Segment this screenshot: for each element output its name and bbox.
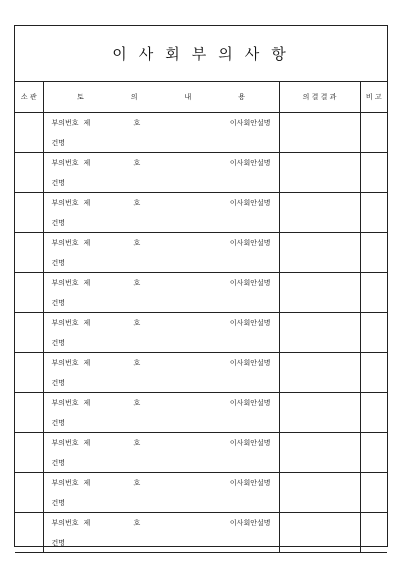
table-row [15, 193, 387, 233]
proposer-label: 이사회안설명 [229, 519, 271, 527]
header-result: 의 결 결 과 [279, 82, 360, 113]
table-row [15, 513, 387, 553]
agenda-number-suffix: 호 [133, 119, 141, 127]
subject-label: 건명 [51, 219, 66, 227]
agenda-number-suffix: 호 [133, 439, 141, 447]
topic-cell[interactable] [43, 353, 279, 393]
topic-cell[interactable] [43, 393, 279, 433]
subject-label: 건명 [51, 419, 66, 427]
result-cell[interactable] [279, 513, 360, 553]
agenda-number-suffix: 호 [133, 479, 141, 487]
jurisdiction-cell[interactable] [15, 113, 43, 153]
agenda-number-label: 부의번호 [51, 119, 79, 127]
remarks-cell[interactable] [360, 313, 387, 353]
agenda-number-suffix: 호 [133, 239, 141, 247]
header-topic-char: 내 [184, 93, 192, 101]
topic-cell[interactable] [43, 113, 279, 153]
agenda-number-label: 부의번호 [51, 399, 79, 407]
proposer-label: 이사회안설명 [229, 439, 271, 447]
jurisdiction-cell[interactable] [15, 433, 43, 473]
jurisdiction-cell[interactable] [15, 473, 43, 513]
proposer-label: 이사회안설명 [229, 479, 271, 487]
result-cell[interactable] [279, 233, 360, 273]
table-row [15, 233, 387, 273]
result-cell[interactable] [279, 113, 360, 153]
agenda-number-prefix: 제 [83, 359, 91, 367]
header-topic [43, 82, 279, 113]
table-row [15, 153, 387, 193]
topic-cell[interactable] [43, 153, 279, 193]
title-char: 이 [112, 45, 131, 63]
jurisdiction-cell[interactable] [15, 193, 43, 233]
jurisdiction-cell[interactable] [15, 233, 43, 273]
remarks-cell[interactable] [360, 113, 387, 153]
agenda-number-prefix: 제 [83, 519, 91, 527]
agenda-sheet [14, 25, 388, 547]
title-char: 부 [191, 45, 211, 63]
remarks-cell[interactable] [360, 153, 387, 193]
title-char: 회 [165, 45, 184, 63]
subject-label: 건명 [51, 499, 66, 507]
jurisdiction-cell[interactable] [15, 353, 43, 393]
header-remarks: 비 고 [360, 82, 387, 113]
proposer-label: 이사회안설명 [229, 159, 271, 167]
proposer-label: 이사회안설명 [229, 359, 271, 367]
table-row [15, 353, 387, 393]
jurisdiction-cell[interactable] [15, 273, 43, 313]
table-row [15, 313, 387, 353]
result-cell[interactable] [279, 353, 360, 393]
topic-cell[interactable] [43, 193, 279, 233]
agenda-number-suffix: 호 [133, 359, 141, 367]
remarks-cell[interactable] [360, 473, 387, 513]
proposer-label: 이사회안설명 [229, 199, 271, 207]
subject-label: 건명 [51, 299, 66, 307]
result-cell[interactable] [279, 153, 360, 193]
title-char: 의 [218, 45, 237, 63]
table-row [15, 433, 387, 473]
result-cell[interactable] [279, 273, 360, 313]
subject-label: 건명 [51, 179, 66, 187]
agenda-table [15, 82, 387, 553]
remarks-cell[interactable] [360, 353, 387, 393]
result-cell[interactable] [279, 433, 360, 473]
jurisdiction-cell[interactable] [15, 313, 43, 353]
agenda-number-suffix: 호 [133, 519, 141, 527]
agenda-number-prefix: 제 [83, 159, 91, 167]
agenda-number-label: 부의번호 [51, 519, 79, 527]
agenda-number-prefix: 제 [83, 439, 91, 447]
table-row [15, 113, 387, 153]
result-cell[interactable] [279, 393, 360, 433]
agenda-number-label: 부의번호 [51, 439, 79, 447]
subject-label: 건명 [51, 339, 66, 347]
agenda-number-prefix: 제 [83, 479, 91, 487]
result-cell[interactable] [279, 473, 360, 513]
agenda-number-prefix: 제 [83, 239, 91, 247]
topic-cell[interactable] [43, 513, 279, 553]
remarks-cell[interactable] [360, 273, 387, 313]
subject-label: 건명 [51, 259, 66, 267]
subject-label: 건명 [51, 539, 66, 547]
document-title [15, 26, 387, 82]
header-topic-char: 용 [238, 93, 245, 101]
agenda-number-label: 부의번호 [51, 319, 79, 327]
agenda-number-prefix: 제 [83, 279, 91, 287]
table-row [15, 473, 387, 513]
proposer-label: 이사회안설명 [229, 239, 271, 247]
subject-label: 건명 [51, 139, 66, 147]
agenda-number-label: 부의번호 [51, 199, 79, 207]
table-row [15, 393, 387, 433]
header-jurisdiction: 소 관 [15, 82, 43, 113]
proposer-label: 이사회안설명 [229, 319, 271, 327]
agenda-number-prefix: 제 [83, 319, 91, 327]
subject-label: 건명 [51, 459, 66, 467]
jurisdiction-cell[interactable] [15, 153, 43, 193]
result-cell[interactable] [279, 313, 360, 353]
agenda-number-label: 부의번호 [51, 359, 79, 367]
title-char: 항 [271, 45, 290, 63]
topic-cell[interactable] [43, 473, 279, 513]
agenda-number-label: 부의번호 [51, 279, 79, 287]
remarks-cell[interactable] [360, 513, 387, 553]
proposer-label: 이사회안설명 [229, 279, 271, 287]
header-row [15, 82, 387, 113]
agenda-number-prefix: 제 [83, 399, 91, 407]
remarks-cell[interactable] [360, 233, 387, 273]
remarks-cell[interactable] [360, 393, 387, 433]
topic-cell[interactable] [43, 273, 279, 313]
proposer-label: 이사회안설명 [229, 119, 271, 127]
jurisdiction-cell[interactable] [15, 513, 43, 553]
topic-cell[interactable] [43, 233, 279, 273]
remarks-cell[interactable] [360, 193, 387, 233]
topic-cell[interactable] [43, 433, 279, 473]
agenda-number-suffix: 호 [133, 279, 141, 287]
agenda-number-label: 부의번호 [51, 239, 79, 247]
title-char: 사 [138, 45, 158, 63]
proposer-label: 이사회안설명 [229, 399, 271, 407]
header-topic-char: 의 [130, 93, 138, 101]
header-topic-char: 토 [76, 93, 84, 101]
title-char: 사 [244, 45, 264, 63]
agenda-number-prefix: 제 [83, 199, 91, 207]
agenda-number-suffix: 호 [133, 159, 141, 167]
agenda-number-label: 부의번호 [51, 479, 79, 487]
topic-cell[interactable] [43, 313, 279, 353]
subject-label: 건명 [51, 379, 66, 387]
remarks-cell[interactable] [360, 433, 387, 473]
agenda-number-label: 부의번호 [51, 159, 79, 167]
agenda-number-suffix: 호 [133, 319, 141, 327]
table-row [15, 273, 387, 313]
agenda-number-prefix: 제 [83, 119, 91, 127]
jurisdiction-cell[interactable] [15, 393, 43, 433]
agenda-number-suffix: 호 [133, 199, 141, 207]
result-cell[interactable] [279, 193, 360, 233]
agenda-number-suffix: 호 [133, 399, 141, 407]
